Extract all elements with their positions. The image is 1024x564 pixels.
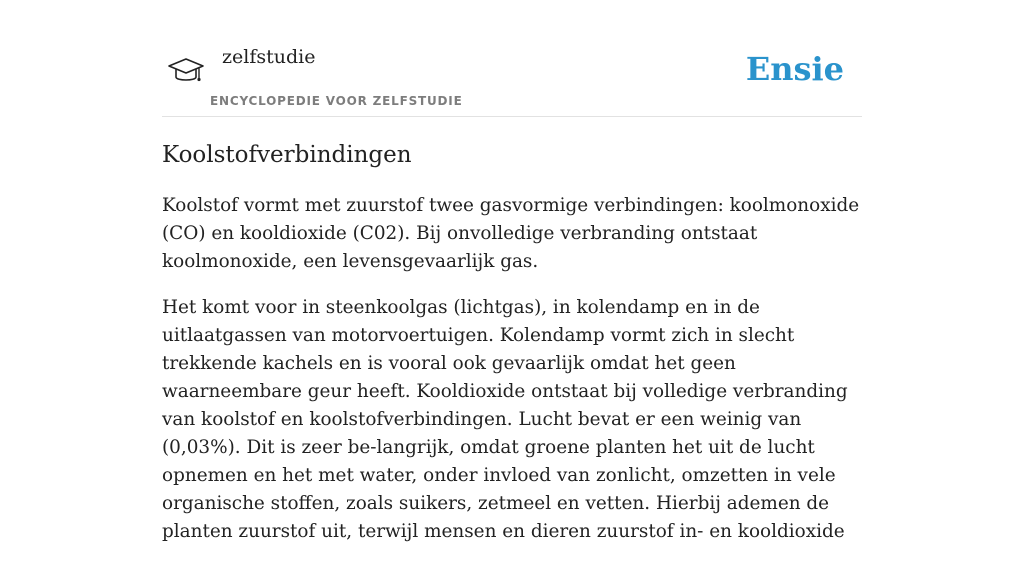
article xyxy=(162,140,862,564)
article-paragraph-2: Het komt voor in steenkoolgas (lichtgas), in kolendamp en in de uitlaatgassen van motorvoertuigen. Kolendamp vormt zich in slecht trekkende kachels en is vooral ook gevaarlijk omdat het geen waarneembare geur heeft. Kooldioxide ontstaat bij volledige verbranding van koolstof en koolstofverbindingen. Lucht bevat er een weinig van (0,03%). Dit is zeer be-langrijk, omdat groene planten het uit de lucht opnemen en het met water, onder invloed van zonlicht, omzetten in vele organische stoffen, zoals suikers, zetmeel en vetten. Hierbij ademen de planten zuurstof uit, terwijl mensen en dieren zuurstof in- en kooldioxide xyxy=(162,297,848,542)
brand-logo-link[interactable]: Ensie xyxy=(745,50,844,88)
article-paragraph-1: Koolstof vormt met zuurstof twee gasvormige verbindingen: koolmonoxide (CO) en kooldioxide (C02). Bij onvolledige verbranding ontstaat koolmonoxide, een levensgevaarlijk gas. xyxy=(162,195,860,272)
site-name-link[interactable]: zelfstudie xyxy=(222,46,316,68)
site-header xyxy=(162,30,862,117)
article-title: Koolstofverbindingen xyxy=(162,142,412,168)
site-tagline: ENCYCLOPEDIE VOOR ZELFSTUDIE xyxy=(210,94,463,108)
graduation-cap-icon[interactable] xyxy=(164,50,208,94)
